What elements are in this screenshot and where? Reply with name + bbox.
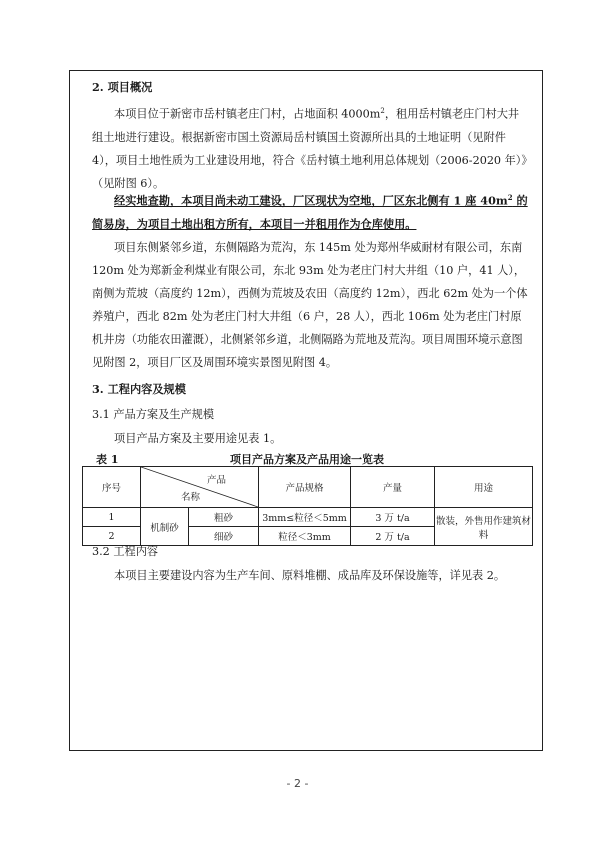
table-1-title: 项目产品方案及产品用途一览表 <box>230 453 384 466</box>
header-product-diagonal-cell <box>141 467 259 508</box>
section-2-heading: 2. 项目概况 <box>92 80 153 94</box>
group-name-cell: 机制砂 <box>141 508 189 546</box>
para2-text-a: 经实地查勘，本项目尚未动工建设，厂区现状为空地，厂区东北侧有 1 座 40m <box>114 193 508 208</box>
site-survey-paragraph <box>92 186 530 236</box>
row-amount: 2 万 t/a <box>351 527 435 546</box>
page-number: - 2 - <box>286 777 309 790</box>
table-row <box>83 508 533 527</box>
header-spec: 产品规格 <box>259 467 351 508</box>
row-spec: 粒径＜3mm <box>259 527 351 546</box>
row-seq: 2 <box>83 527 141 546</box>
row-seq: 1 <box>83 508 141 527</box>
row-spec: 3mm≤粒径＜5mm <box>259 508 351 527</box>
table-1-intro: 项目产品方案及主要用途见表 1。 <box>114 432 282 445</box>
construction-content-paragraph: 本项目主要建设内容为生产车间、原料堆棚、成品库及环保设施等，详见表 2。 <box>114 569 506 582</box>
section-3-heading: 3. 工程内容及规模 <box>92 382 186 396</box>
para2-text-b: 的简易房，为项目土地出租方所有，本项目一并租用作为仓库使用。 <box>92 193 528 231</box>
para1-superscript: 2 <box>380 107 385 115</box>
table-1-label: 表 1 <box>96 453 119 466</box>
header-product: 产品 <box>206 475 226 486</box>
para2-superscript: 2 <box>507 193 513 202</box>
row-product: 细砂 <box>189 527 259 546</box>
usage-cell: 散装，外售用作建筑材料 <box>435 508 533 546</box>
header-use: 用途 <box>435 467 533 508</box>
row-product: 粗砂 <box>189 508 259 527</box>
project-location-paragraph <box>92 100 530 195</box>
header-seq: 序号 <box>83 467 141 508</box>
para1-text-a: 本项目位于新密市岳村镇老庄门村，占地面积 4000m <box>114 107 381 121</box>
surroundings-paragraph: 项目东侧紧邻乡道，东侧隔路为荒沟，东 145m 处为郑州华威耐材有限公司，东南 120m 处为郑新金利煤业有限公司，东北 93m 处为老庄门村大井组（10 户，41 人），南侧为荒坡（高度约 12m），西侧为荒坡及农田（高度约 12m），西北 62m 处为一个体养殖户，西北 82m 处为老庄门村大井组（6 户，28 人），西北 106m 处为老庄门村原机井房（功能农田灌溉），北侧紧邻乡道，北侧隔路为荒地及荒沟。项目周围环境示意图见附图 2，项目厂区及周围环境实景图见附图 4。 <box>92 241 528 369</box>
subsection-3-1-heading: 3.1 产品方案及生产规模 <box>92 408 215 421</box>
header-name: 名称 <box>181 492 201 503</box>
subsection-3-2-heading: 3.2 工程内容 <box>92 545 159 558</box>
product-plan-table <box>82 466 533 546</box>
para1-text-b: ，租用岳村镇老庄门村大井组土地进行建设。根据新密市国土资源局岳村镇国土资源所出具的土地证明（见附件 4），项目土地性质为工业建设用地，符合《岳村镇土地利用总体规划（2006-2020 年）》（见附图 6）。 <box>92 107 527 190</box>
row-amount: 3 万 t/a <box>351 508 435 527</box>
header-amount: 产量 <box>351 467 435 508</box>
table-header-row <box>83 467 533 508</box>
